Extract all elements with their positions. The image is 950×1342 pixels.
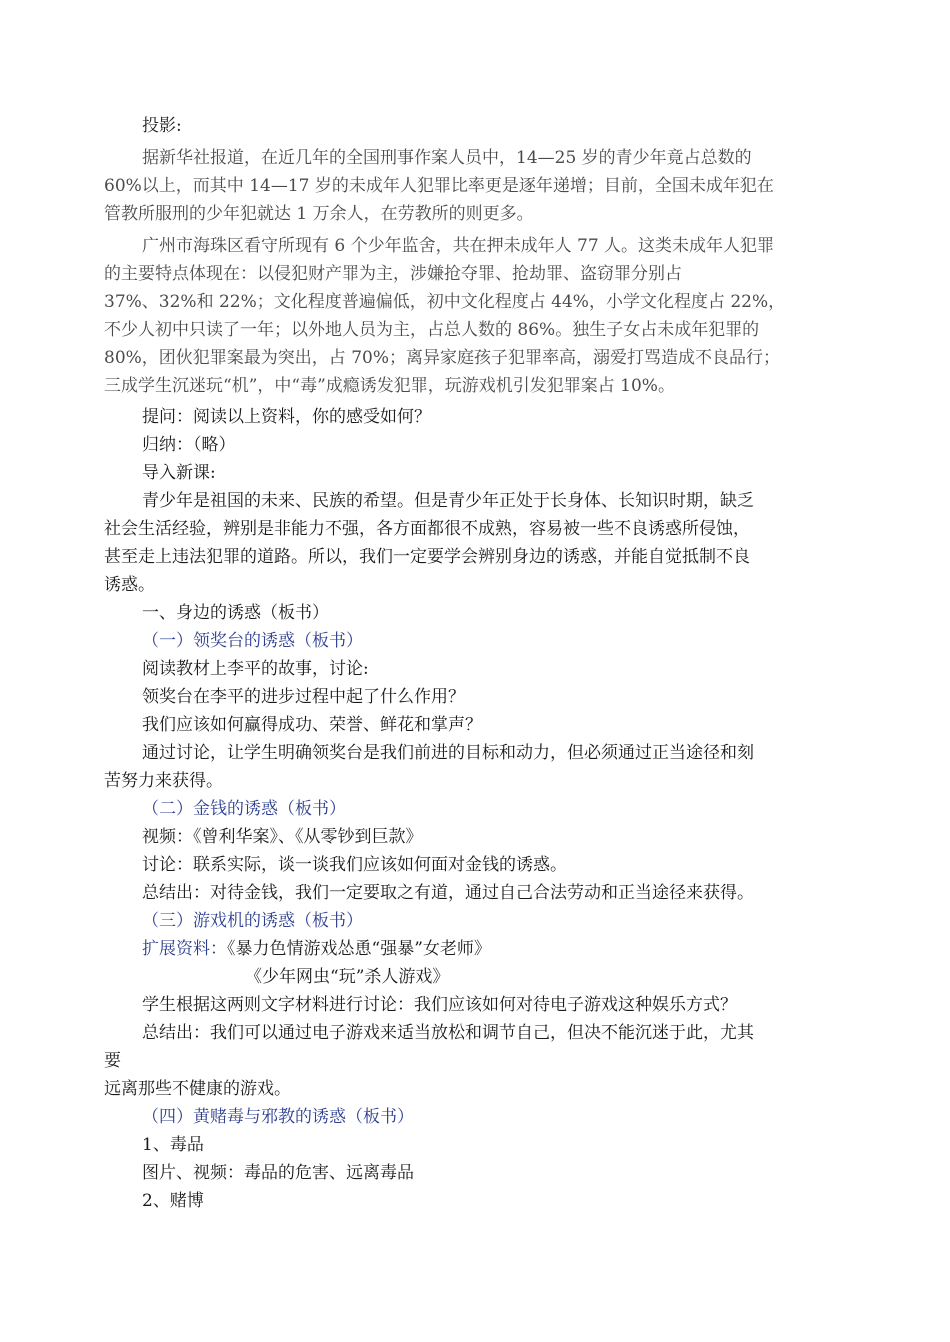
paragraph-line: 据新华社报道，在近几年的全国刑事作案人员中，14—25 岁的青少年竟占总数的 bbox=[142, 148, 752, 168]
text-line: 讨论：联系实际，谈一谈我们应该如何面对金钱的诱惑。 bbox=[142, 855, 567, 875]
paragraph-line: 广州市海珠区看守所现有 6 个少年监舍，共在押未成年人 77 人。这类未成年人犯罪 bbox=[142, 236, 775, 256]
text-line: 通过讨论，让学生明确领奖台是我们前进的目标和动力，但必须通过正当途径和刻 bbox=[142, 743, 754, 763]
paragraph-line: 管教所服刑的少年犯就达 1 万余人，在劳教所的则更多。 bbox=[104, 204, 534, 224]
text-line: 图片、视频：毒品的危害、远离毒品 bbox=[142, 1163, 414, 1183]
paragraph-line: 社会生活经验，辨别是非能力不强，各方面都很不成熟，容易被一些不良诱惑所侵蚀， bbox=[104, 519, 750, 539]
section-heading-1: 一、身边的诱惑（板书） bbox=[142, 603, 329, 623]
paragraph-line: 80%，团伙犯罪案最为突出，占 70%；离异家庭孩子犯罪率高，溺爱打骂造成不良品行； bbox=[104, 348, 780, 368]
projection-label: 投影: bbox=[142, 116, 182, 136]
text-line: 总结出：我们可以通过电子游戏来适当放松和调节自己，但决不能沉迷于此，尤其 bbox=[142, 1023, 754, 1043]
list-item: 2、赌博 bbox=[142, 1191, 204, 1211]
question-line: 提问：阅读以上资料，你的感受如何？ bbox=[142, 407, 431, 427]
text-line: 远离那些不健康的游戏。 bbox=[104, 1079, 291, 1099]
list-item: 1、毒品 bbox=[142, 1135, 204, 1155]
subsection-heading-3: （三）游戏机的诱惑（板书） bbox=[142, 911, 363, 931]
text-line: 视频：《曾利华案》、《从零钞到巨款》 bbox=[142, 827, 423, 847]
paragraph-line: 不少人初中只读了一年；以外地人员为主，占总人数的 86%。独生子女占未成年犯罪的 bbox=[104, 320, 760, 340]
summary-line: 归纳：（略） bbox=[142, 435, 236, 455]
subsection-heading-4: （四）黄赌毒与邪教的诱惑（板书） bbox=[142, 1107, 414, 1127]
text-line: 我们应该如何赢得成功、荣誉、鲜花和掌声？ bbox=[142, 715, 482, 735]
subsection-heading-2: （二）金钱的诱惑（板书） bbox=[142, 799, 346, 819]
subsection-heading-1: （一）领奖台的诱惑（板书） bbox=[142, 631, 363, 651]
paragraph-line: 诱惑。 bbox=[104, 575, 155, 595]
text-line: 总结出：对待金钱，我们一定要取之有道，通过自己合法劳动和正当途径来获得。 bbox=[142, 883, 754, 903]
extended-material-title: 《暴力色情游戏怂恿“强暴”女老师》 bbox=[227, 939, 491, 959]
paragraph-line: 三成学生沉迷玩“机”，中“毒”成瘾诱发犯罪，玩游戏机引发犯罪案占 10%。 bbox=[104, 376, 675, 396]
text-line: 阅读教材上李平的故事，讨论: bbox=[142, 659, 369, 679]
paragraph-news-report bbox=[104, 144, 844, 228]
paragraph-line: 青少年是祖国的未来、民族的希望。但是青少年正处于长身体、长知识时期，缺乏 bbox=[142, 491, 754, 511]
paragraph-line: 37%、32%和 22%；文化程度普遍偏低，初中文化程度占 44%，小学文化程度占 22%， bbox=[104, 292, 786, 312]
extended-material-line bbox=[104, 935, 844, 963]
paragraph-line: 60%以上，而其中 14—17 岁的未成年人犯罪比率更是逐年递增；目前，全国未成年犯在 bbox=[104, 176, 774, 196]
extended-material-title: 《少年网虫“玩”杀人游戏》 bbox=[245, 967, 450, 987]
text-line: 要 bbox=[104, 1051, 121, 1071]
document-page bbox=[104, 112, 844, 1215]
paragraph-line: 的主要特点体现在：以侵犯财产罪为主，涉嫌抢夺罪、抢劫罪、盗窃罪分别占 bbox=[104, 264, 682, 284]
text-line: 领奖台在李平的进步过程中起了什么作用？ bbox=[142, 687, 465, 707]
intro-label: 导入新课: bbox=[142, 463, 216, 483]
text-line: 学生根据这两则文字材料进行讨论：我们应该如何对待电子游戏这种娱乐方式？ bbox=[142, 995, 737, 1015]
text-line: 苦努力来获得。 bbox=[104, 771, 223, 791]
paragraph-line: 甚至走上违法犯罪的道路。所以，我们一定要学会辨别身边的诱惑，并能自觉抵制不良 bbox=[104, 547, 750, 567]
paragraph-intro bbox=[104, 487, 844, 599]
extended-material-label: 扩展资料： bbox=[142, 939, 227, 959]
paragraph-guangzhou-data bbox=[104, 232, 844, 400]
